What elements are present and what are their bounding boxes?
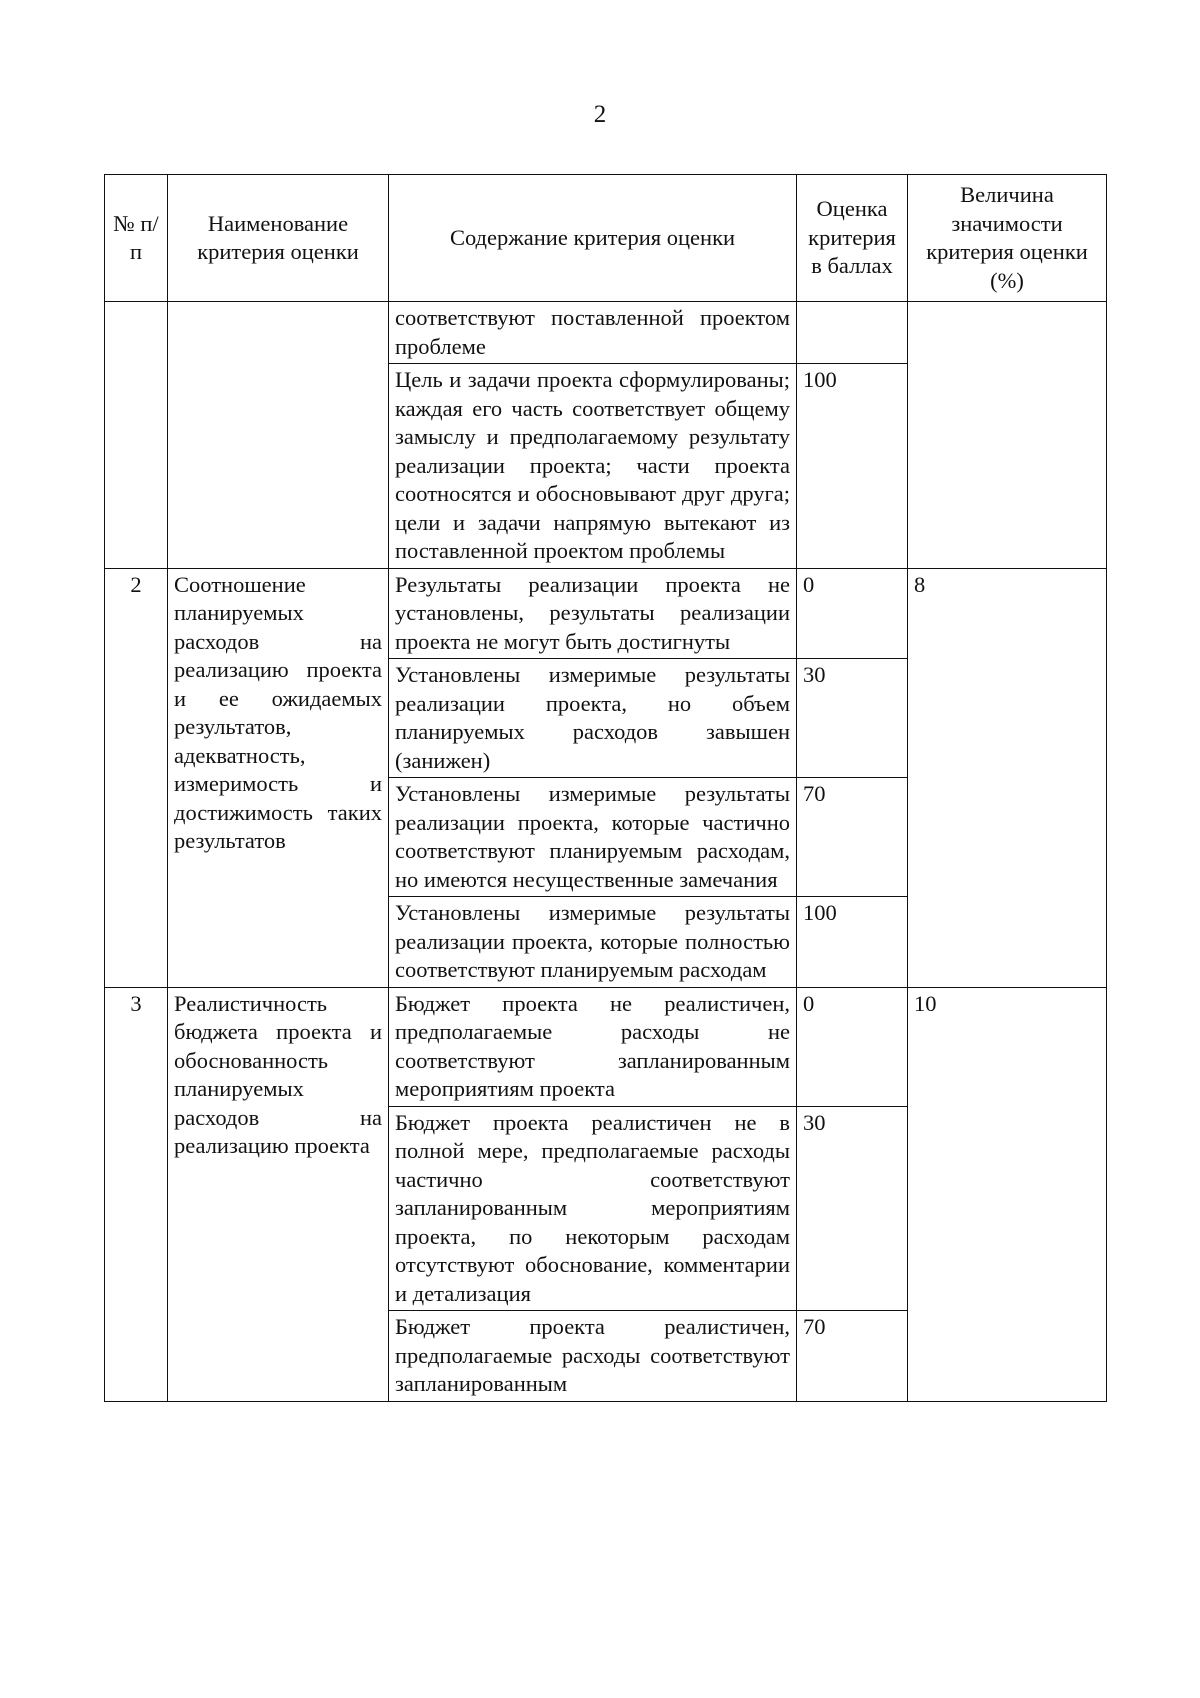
table-row: [105, 568, 1107, 659]
criterion-content-cell: соответствуют поставленной проектом проблеме: [389, 302, 797, 364]
criterion-content-cell: Бюджет проекта не реалистичен, предполагаемые расходы не соответствуют запланированным мероприятиям проекта: [389, 987, 797, 1106]
criterion-score-cell: 0: [797, 987, 908, 1106]
criterion-content-cell: Бюджет проекта реалистичен не в полной мере, предполагаемые расходы частично соответствуют запланированным мероприятиям проекта, по некоторым расходам отсутствуют обоснование, комментарии и детализация: [389, 1106, 797, 1311]
criterion-content-cell: Установлены измеримые результаты реализации проекта, но объем планируемых расходов завышен (занижен): [389, 659, 797, 778]
criterion-score-cell: 70: [797, 778, 908, 897]
criterion-score-cell: 30: [797, 1106, 908, 1311]
criterion-score-cell: 0: [797, 568, 908, 659]
criterion-weight-cell: 10: [908, 987, 1107, 1401]
criterion-content-cell: Установлены измеримые результаты реализации проекта, которые полностью соответствуют планируемым расходам: [389, 897, 797, 988]
header-number: № п/п: [105, 175, 168, 302]
criterion-number-cell: 2: [105, 568, 168, 987]
criterion-name-cell: Соотношение планируемых расходов на реализацию проекта и ее ожидаемых результатов, адекватность, измеримость и достижимость таких результатов: [168, 568, 389, 987]
page-number: 2: [593, 101, 607, 128]
criterion-name-cell: Реалистичность бюджета проекта и обоснованность планируемых расходов на реализацию проекта: [168, 987, 389, 1401]
criterion-score-cell: [797, 302, 908, 364]
criterion-content-cell: Цель и задачи проекта сформулированы; каждая его часть соответствует общему замыслу и предполагаемому результату реализации проекта; части проекта соотносятся и обосновывают друг друга; цели и задачи напрямую вытекают из поставленной проектом проблемы: [389, 364, 797, 569]
header-criterion-content: Содержание критерия оценки: [389, 175, 797, 302]
table-row: [105, 302, 1107, 364]
criterion-content-cell: Результаты реализации проекта не установлены, результаты реализации проекта не могут быть достигнуты: [389, 568, 797, 659]
criterion-name-cell: [168, 302, 389, 569]
header-score: Оценка критерия в баллах: [797, 175, 908, 302]
criterion-score-cell: 100: [797, 364, 908, 569]
header-criterion-name: Наименование критерия оценки: [168, 175, 389, 302]
criterion-number-cell: [105, 302, 168, 569]
criterion-content-cell: Бюджет проекта реалистичен, предполагаемые расходы соответствуют запланированным: [389, 1311, 797, 1402]
table-row: [105, 987, 1107, 1106]
criterion-score-cell: 70: [797, 1311, 908, 1402]
criteria-table: [104, 174, 1107, 1402]
table-header-row: [105, 175, 1107, 302]
criterion-score-cell: 30: [797, 659, 908, 778]
criterion-weight-cell: 8: [908, 568, 1107, 987]
criterion-score-cell: 100: [797, 897, 908, 988]
criterion-content-cell: Установлены измеримые результаты реализации проекта, которые частично соответствуют планируемым расходам, но имеются несущественные замечания: [389, 778, 797, 897]
criterion-number-cell: 3: [105, 987, 168, 1401]
criterion-weight-cell: [908, 302, 1107, 569]
header-weight: Величина значимости критерия оценки (%): [908, 175, 1107, 302]
